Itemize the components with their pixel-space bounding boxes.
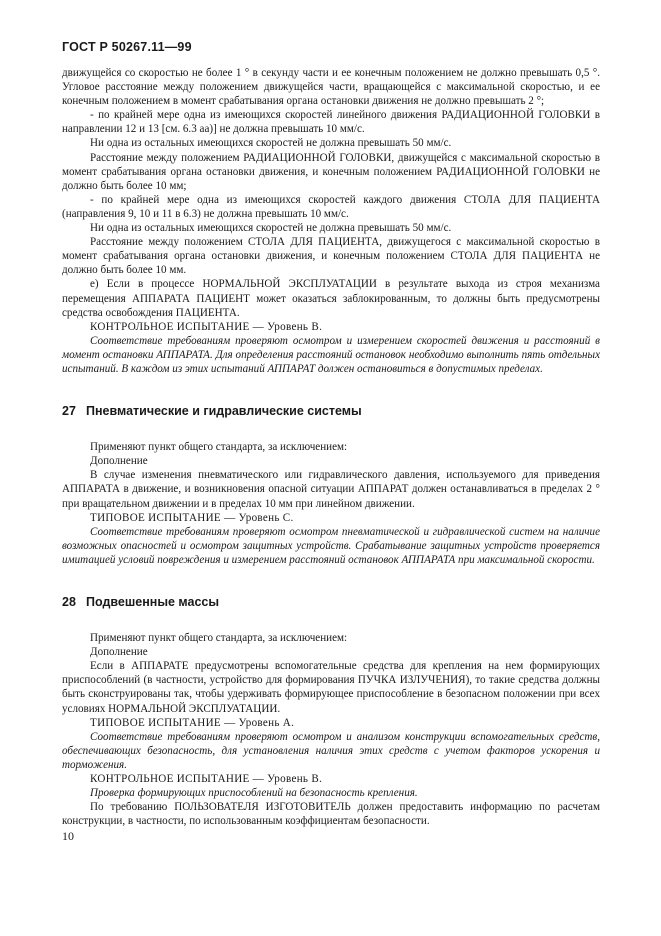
paragraph: По требованию ПОЛЬЗОВАТЕЛЯ ИЗГОТОВИТЕЛЬ должен предоставить информацию по расчетам конструкции, в частности, по использованным коэффициентам безопасности. (62, 801, 600, 828)
paragraph: Ни одна из остальных имеющихся скоростей не должна превышать 50 мм/с. (90, 222, 452, 235)
paragraph: Если в АППАРАТЕ предусмотрены вспомогательные средства для крепления на нем формирующих приспособлений (в частности, устройство для формирования ПУЧКА ИЗЛУЧЕНИЯ), то такие средства должны быть сконструированы так, чтобы удерживать формирующее приспособление в безопасном положении при всех условиях НОРМАЛЬНОЙ ЭКСПЛУАТАЦИИ. (62, 660, 600, 715)
section-number: 28 (62, 595, 76, 609)
paragraph: Расстояние между положением РАДИАЦИОННОЙ ГОЛОВКИ, движущейся с максимальной скоростью в момент срабатывания органа остановки движения, и конечным положением РАДИАЦИОННОЙ ГОЛОВКИ не должно быть более 10 мм; (62, 151, 600, 192)
paragraph: Дополнение (90, 646, 148, 659)
paragraph: е) Если в процессе НОРМАЛЬНОЙ ЭКСПЛУАТАЦИИ в результате выхода из строя механизма перемещения АППАРАТА ПАЦИЕНТ может оказаться заблокированным, то должны быть предусмотрены средства освобождения ПАЦИЕНТА. (62, 278, 600, 319)
page-content (62, 66, 600, 828)
section-title: Пневматические и гидравлические системы (86, 404, 362, 419)
paragraph: Ни одна из остальных имеющихся скоростей не должна превышать 50 мм/с. (90, 137, 452, 150)
paragraph: Применяют пункт общего стандарта, за исключением: (90, 441, 348, 454)
paragraph: - по крайней мере одна из имеющихся скоростей каждого движения СТОЛА ДЛЯ ПАЦИЕНТА (направления 9, 10 и 11 в 6.3) не должна превышать 10 мм/с. (62, 193, 600, 220)
paragraph: В случае изменения пневматического или гидравлического давления, используемого для приведения АППАРАТА в движение, и возникновения опасной ситуации АППАРАТ должен останавливаться в пределах 2 ° при вращательном движении и в пределах 10 мм при линейном движении. (62, 469, 600, 510)
section-title: Подвешенные массы (86, 595, 220, 609)
compliance-note: Соответствие требованиям проверяют осмотром и измерением скоростей движения и расстояний в момент остановки АППАРАТА. Для определения расстояний остановок необходимо выполнить пять отдельных испытаний. В каждом из этих испытаний АППАРАТ должен остановиться в допустимых пределах. (62, 334, 600, 375)
compliance-note: Соответствие требованиям проверяют осмотром пневматической и гидравлической систем на наличие возможных опасностей и осмотром защитных устройств. Срабатывание защитных устройств проверяется имитацией условий повреждения и измерением расстояний остановок АППАРАТА при максимальной скорости. (62, 525, 600, 566)
test-level-line: ТИПОВОЕ ИСПЫТАНИЕ — Уровень А. (90, 716, 295, 729)
section-number: 27 (62, 404, 76, 419)
page-number: 10 (62, 829, 74, 843)
section-28-heading (62, 567, 600, 631)
document-header: ГОСТ Р 50267.11—99 (62, 40, 192, 54)
paragraph: Расстояние между положением СТОЛА ДЛЯ ПАЦИЕНТА, движущегося с максимальной скоростью в момент срабатывания органа остановки движения, и конечным положением СТОЛА ДЛЯ ПАЦИЕНТА не должно быть более 10 мм. (62, 236, 600, 277)
paragraph: Применяют пункт общего стандарта, за исключением: (90, 632, 348, 645)
compliance-note: Соответствие требованиям проверяют осмотром и анализом конструкции вспомогательных средств, обеспечивающих безопасность, для установления наличия этих средств с учетом факторов ускорения и торможения. (62, 730, 600, 771)
section-27-heading (62, 376, 600, 440)
compliance-note: Проверка формирующих приспособлений на безопасность крепления. (90, 787, 418, 800)
test-level-line: ТИПОВОЕ ИСПЫТАНИЕ — Уровень С. (90, 511, 294, 524)
paragraph: - по крайней мере одна из имеющихся скоростей линейного движения РАДИАЦИОННОЙ ГОЛОВКИ в направлении 12 и 13 [см. 6.3 аа)] не должна превышать 10 мм/с. (62, 109, 600, 136)
paragraph: Дополнение (90, 455, 148, 468)
test-level-line: КОНТРОЛЬНОЕ ИСПЫТАНИЕ — Уровень В. (90, 773, 323, 786)
test-level-line: КОНТРОЛЬНОЕ ИСПЫТАНИЕ — Уровень В. (90, 320, 323, 333)
paragraph: движущейся со скоростью не более 1 ° в секунду части и ее конечным положением не должно превышать 0,5 °. Угловое расстояние между положением движущейся части, вращающейся с максимальной скоростью, и ее конечным положением в момент срабатывания органа остановки движения не должно превышать 2 °; (62, 67, 600, 108)
